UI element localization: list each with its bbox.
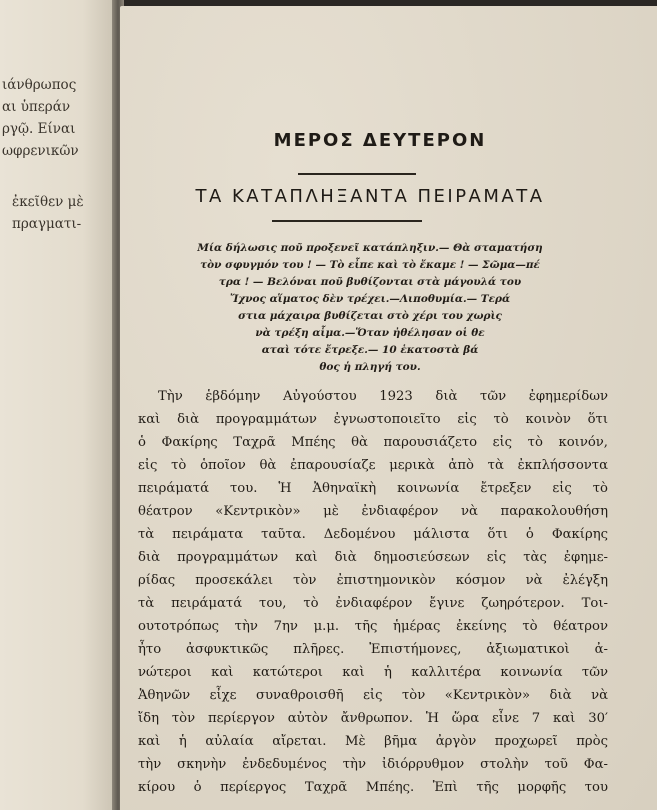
body-line: τὴν σκηνὴν ἐνδεδυμένος τὴν ἰδιόρρυθμον στολὴν τοῦ Φα- — [138, 757, 608, 772]
body-line: τὰ πειράματα ταῦτα. Δεδομένου μάλιστα ὅτι ὁ Φακίρης — [138, 527, 608, 542]
body-line: πειράματά του. Ἡ Ἀθηναϊκὴ κοινωνία ἔτρεξεν εἰς τὸ — [138, 481, 608, 496]
body-line: νώτεροι καὶ κατώτεροι καὶ ἡ καλλιτέρα κοινωνία τῶν — [138, 665, 608, 680]
body-text — [138, 385, 608, 799]
summary-line: νὰ τρέξη αἷμα.—Ὅταν ἠθέλησαν οἱ θε — [255, 327, 485, 339]
summary-line: Ἴχνος αἵματος δὲν τρέχει.—Λιποθυμία.— Τερά — [229, 293, 511, 305]
body-line: Ἀθηνῶν εἶχε συναθροισθῆ εἰς τὸν «Κεντρικὸν» διὰ νὰ — [138, 688, 608, 703]
summary-line: τρα ! — Βελόναι ποῦ βυθίζονται στὰ μάγουλά του — [218, 276, 522, 288]
body-line: κίρου ὁ περίεργος Ταχρᾶ Μπέης. Ἐπὶ τῆς μορφῆς του — [138, 780, 608, 795]
body-line: καὶ ἡ αὐλαία αἴρεται. Μὲ βῆμα ἀργὸν προχωρεῖ πρὸς — [138, 734, 608, 749]
body-line: εἰς τὸ ὁποῖον θὰ ἐπαρουσίαζε μερικὰ ἀπὸ τὰ ἐκπλήσσοντα — [138, 458, 608, 473]
left-page-line: ργῷ. Είναι — [2, 121, 76, 137]
body-line: ἴδη τὸν περίεργον αὐτὸν ἄνθρωπον. Ἡ ὥρα εἶνε 7 καὶ 30′ — [138, 711, 608, 726]
body-line: ρίδας προσεκάλει τὸν ἐπιστημονικὸν κόσμον νὰ ἐλέγξη — [138, 573, 608, 588]
right-page — [120, 6, 657, 810]
section-title: ΜΕΡΟΣ ΔΕΥΤΕΡΟΝ — [273, 130, 487, 151]
body-line: θέατρον «Κεντρικὸν» μὲ ἐνδιαφέρον νὰ παρακολουθήση — [138, 504, 608, 519]
left-page-line: ωφρενικῶν — [2, 143, 79, 159]
left-page-line: ιάνθρωπος — [2, 77, 77, 93]
body-line: καὶ διὰ προγραμμάτων ἐγνωστοποιεῖτο εἰς τὸ κοινὸν ὅτι — [138, 412, 608, 427]
body-line: διὰ προγραμμάτων καὶ διὰ δημοσιεύσεων εἰς τὰς ἐφημε- — [138, 550, 608, 565]
body-line: ουτοτρόπως τὴν 7ην μ.μ. τῆς ἡμέρας ἐκείνης τὸ θέατρον — [138, 619, 608, 634]
title-rule — [298, 173, 416, 175]
summary-line: Μία δήλωσις ποῦ προξενεῖ κατάπληξιν.— Θὰ σταματήση — [197, 242, 543, 254]
body-line: ὁ Φακίρης Ταχρᾶ Μπέης θὰ παρουσιάζετο εἰς τὸ κοινόν, — [138, 435, 608, 450]
summary-line: στια μάχαιρα βυθίζεται στὸ χέρι του χωρὶς — [238, 310, 502, 322]
summary-line: αταὶ τότε ἔτρεξε.— 10 ἑκατοστὰ βά — [261, 344, 479, 356]
title-rule — [272, 220, 422, 222]
left-page-line: αι ὑπεράν — [2, 99, 71, 115]
summary-line: θος ἡ πληγή του. — [319, 361, 421, 373]
left-page — [0, 0, 118, 810]
summary-line: τὸν σφυγμόν του ! — Τὸ εἶπε καὶ τὸ ἔκαμε ! — Σῶμα—πέ — [200, 259, 540, 271]
body-line: ἦτο ἀσφυκτικῶς πλῆρες. Ἐπιστήμονες, ἀξιωματικοὶ ἀ- — [138, 642, 608, 657]
chapter-summary — [120, 240, 620, 376]
body-line: Τὴν ἑβδόμην Αὐγούστου 1923 διὰ τῶν ἐφημερίδων — [158, 389, 608, 404]
chapter-title: ΤΑ ΚΑΤΑΠΛΗΞΑΝΤΑ ΠΕΙΡΑΜΑΤΑ — [195, 186, 545, 207]
left-page-line: πραγματι- — [12, 216, 82, 232]
body-line: τὰ πειράματά του, τὸ ἐνδιαφέρον ἔγινε ζωηρότερον. Τοι- — [138, 596, 608, 611]
left-page-line: ἐκεῖθεν μὲ — [12, 194, 84, 210]
